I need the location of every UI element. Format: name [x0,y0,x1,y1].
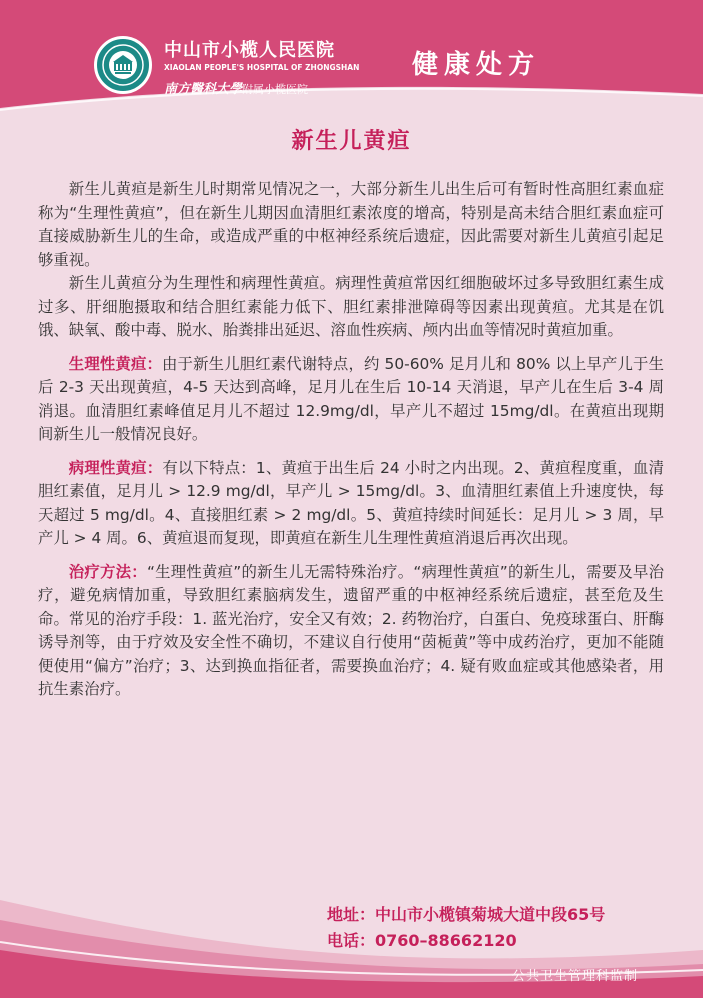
document-type-title: 健康处方 [412,50,541,80]
hospital-emblem-icon [101,43,145,87]
paragraph-intro [38,178,664,272]
page-title: 新生儿黄疸 [291,129,412,154]
footer-address: 地址：中山市小榄镇菊城大道中段65号 [327,905,606,924]
footer-phone: 电话：0760–88662120 [327,931,517,950]
affiliation-university: 南方醫科大學 [164,82,243,97]
hospital-name-cn: 中山市小榄人民医院 [164,40,335,61]
paragraph-keyword: 治疗方法： [68,562,147,581]
paragraph-text: 新生儿黄疸是新生儿时期常见情况之一，大部分新生儿出生后可有暂时性高胆红素血症称为“生理性黄疸”，但在新生儿期因血清胆红素浓度的增高，特别是高未结合胆红素血症可直接威胁新生儿的生命，或造成严重的中枢神经系统后遗症，因此需要对新生儿黄疸引起足够重视。 [38,180,664,269]
paragraph-keyword: 病理性黄疸： [68,458,163,477]
paragraph-keyword: 生理性黄疸： [68,354,163,373]
affiliation-suffix: 附属小榄医院 [242,83,309,96]
hospital-logo [94,36,152,94]
paragraph-treatment [38,561,664,702]
hospital-name-en: XIAOLAN PEOPLE'S HOSPITAL OF ZHONGSHAN [164,63,360,72]
hospital-branding [92,32,362,102]
paragraph-text: 由于新生儿胆红素代谢特点，约 50-60% 足月儿和 80% 以上早产儿于生后 2-3 天出现黄疸，4-5 天达到高峰，足月儿在生后 10-14 天消退，早产儿在生后 3-4 周消退。血清胆红素峰值足月儿不超过 12.9mg/dl，早产儿不超过 15mg/dl。在黄疸出现期间新生儿一般情况良好。 [38,354,664,443]
paragraph-text: 有以下特点：1、黄疸于出生后 24 小时之内出现。2、黄疸程度重，血清胆红素值，足月儿 > 12.9 mg/dl，早产儿 > 15mg/dl。3、血清胆红素值上升速度快，每天超过 5 mg/dl。4、直接胆红素 > 2 mg/dl。5、黄疸持续时间延长：足月儿 > 3 周，早产儿 > 4 周。6、黄疸退而复现，即黄疸在新生儿生理性黄疸消退后再次出现。 [38,458,664,547]
paragraph-pathological [38,457,664,551]
paragraph-text: “生理性黄疸”的新生儿无需特殊治疗。“病理性黄疸”的新生儿，需要及早治疗，避免病情加重，导致胆红素脑病发生，遗留严重的中枢神经系统后遗症，甚至危及生命。常见的治疗手段：1. 蓝光治疗，安全又有效；2. 药物治疗，白蛋白、免疫球蛋白、肝酶诱导剂等，由于疗效及安全性不确切，不建议自行使用“茵栀黄”等中成药治疗，更加不能随便使用“偏方”治疗；3、达到换血指征者，需要换血治疗；4. 疑有败血症或其他感染者，用抗生素治疗。 [38,562,664,698]
article-body [38,178,664,702]
hospital-affiliation [164,78,308,97]
paragraph-classification [38,272,664,343]
paragraph-physiological [38,353,664,447]
paragraph-text: 新生儿黄疸分为生理性和病理性黄疸。病理性黄疸常因红细胞破坏过多导致胆红素生成过多、肝细胞摄取和结合胆红素能力低下、胆红素排泄障碍等因素出现黄疸。尤其是在饥饿、缺氧、酸中毒、脱水、胎粪排出延迟、溶血性疾病、颅内出血等情况时黄疸加重。 [38,274,664,339]
footer-supervision: 公共卫生管理科监制 [512,969,639,984]
